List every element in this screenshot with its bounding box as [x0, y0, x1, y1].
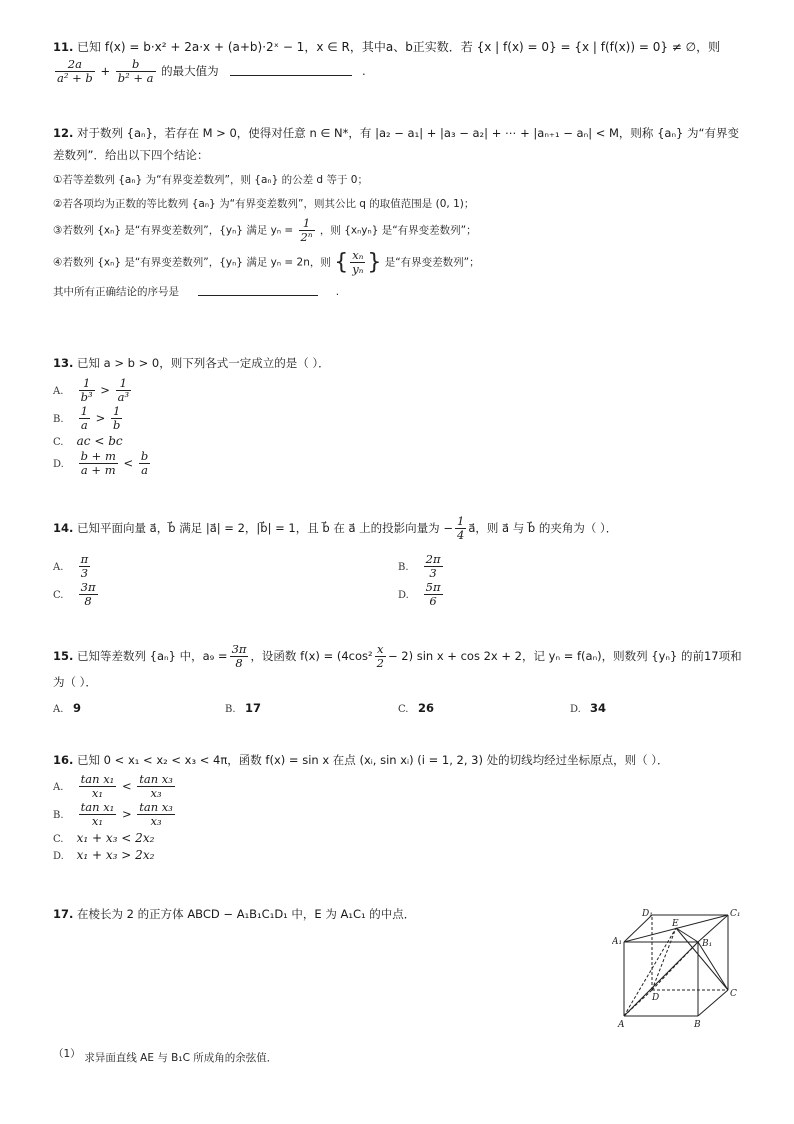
q16-option-d[interactable]: D. x₁ + x₃ > 2x₂ — [53, 848, 155, 862]
q17-part1-text: 求异面直线 AE 与 B₁C 所成角的余弦值． — [84, 1052, 278, 1064]
q14-option-c[interactable]: C. $\frac{3\pi}{8}$ — [53, 580, 96, 608]
q16-option-a[interactable]: A. $\frac{\text{tan x₁}}{\text{x₁}}$ < $\frac{\text{tan x₃}}{\text{x₃}}$ — [53, 772, 173, 800]
q12-number: 12. — [53, 126, 74, 140]
q13-stem: 已知 a > b > 0，则下列各式一定成立的是（ ）． — [77, 356, 330, 370]
q15-option-b[interactable]: B. 17 — [225, 701, 262, 715]
label-c: C — [730, 989, 737, 999]
q13-c-label: C. — [53, 437, 64, 448]
q16-option-c[interactable]: C. x₁ + x₃ < 2x₂ — [53, 831, 155, 845]
q11-frac1-den: a² + b — [57, 71, 93, 85]
q13-option-a[interactable]: A. $\frac{1}{\text{b³}}$ > $\frac{1}{\text{a³}}$ — [53, 376, 130, 404]
q15-line2: 为（ ）． — [53, 675, 97, 689]
q16-stem: 已知 0 < x₁ < x₂ < x₃ < 4π，函数 f(x) = sin x 在点 (xᵢ, sin xᵢ) (i = 1, 2, 3) 处的切线均经过坐标原点，则（ ）． — [77, 753, 669, 767]
label-c1: C₁ — [730, 909, 741, 919]
q15-number: 15. — [53, 649, 74, 663]
q13-option-b[interactable]: B. $\frac{1}{a}$ > $\frac{1}{b}$ — [53, 404, 121, 432]
q12-line1 — [53, 125, 754, 141]
q13-number: 13. — [53, 356, 74, 370]
label-d1: D₁ — [642, 909, 653, 919]
label-a1: A₁ — [612, 937, 623, 947]
q12-ask-line — [53, 284, 754, 299]
segment-b1-c — [698, 942, 728, 990]
q13-stem-line — [53, 355, 754, 371]
q13-option-c[interactable]: C. ac < bc — [53, 434, 123, 448]
q11-line2 — [53, 58, 754, 85]
q12-end: . — [335, 286, 340, 298]
question-13 — [53, 355, 754, 477]
question-16 — [53, 752, 754, 862]
q12-c4-b: 是“有界变差数列”； — [384, 256, 480, 269]
q17-stem: 在棱长为 2 的正方体 ABCD − A₁B₁C₁D₁ 中，E 为 A₁C₁ 的中点． — [77, 907, 416, 921]
q12-c4-a: ④若数列 {xₙ} 是“有界变差数列”，{yₙ} 满足 yₙ = 2n，则 — [53, 256, 331, 269]
q11-frac1-num: 2a — [67, 57, 82, 71]
q12-stem-line1: 对于数列 {aₙ}，若存在 M > 0，使得对任意 n ∈ N*，有 |a₂ − a₁| + |a₃ − a₂| + ⋯ + |aₙ₊₁ − aₙ| < M，则称 {aₙ} 为“有界变 — [77, 126, 739, 140]
label-e: E — [672, 919, 679, 929]
q14-option-b[interactable]: B. $\frac{2\pi}{3}$ — [398, 552, 441, 580]
q17-part1-label: （1） — [53, 1048, 81, 1060]
q12-conclusion-3 — [53, 217, 754, 244]
q12-c3-a: ③若数列 {xₙ} 是“有界变差数列”，{yₙ} 满足 yₙ = — [53, 224, 294, 237]
q12-c3-frac — [299, 217, 315, 244]
q14-stem-frac: $\frac{1}{4}$ — [456, 514, 465, 542]
q15-option-a[interactable]: A. 9 — [53, 701, 82, 715]
q11-frac2-num: b — [131, 57, 140, 71]
q16-number: 16. — [53, 753, 74, 767]
hidden-segment-d-b1 — [652, 942, 698, 990]
q12-c4-den: yₙ — [352, 262, 364, 276]
hidden-segment-d-e — [652, 928, 676, 990]
q13-b-label: B. — [53, 414, 64, 425]
label-b: B — [694, 1020, 701, 1030]
q12-c3-den: 2ⁿ — [300, 230, 313, 244]
q15-option-c[interactable]: C. 26 — [398, 701, 435, 715]
edge-b-c — [698, 990, 728, 1016]
q14-stem-b: a⃗，则 a⃗ 与 b⃗ 的夹角为（ ）． — [468, 521, 618, 535]
q13-d-label: D. — [53, 459, 64, 470]
q13-option-d[interactable]: D. $\frac{b + m}{a + m}$ < $\frac{b}{a}$ — [53, 449, 149, 477]
q12-c3-b: ，则 {xₙyₙ} 是“有界变差数列”； — [319, 224, 477, 237]
q11-plus: + — [100, 64, 111, 78]
q16-option-b[interactable]: B. $\frac{\text{tan x₁}}{\text{x₁}}$ > $\frac{\text{tan x₃}}{\text{x₃}}$ — [53, 800, 173, 828]
q11-frac2 — [116, 58, 156, 85]
question-12 — [53, 125, 754, 299]
segment-e-c — [676, 928, 728, 990]
q11-frac1 — [55, 58, 95, 85]
q14-stem-a: 已知平面向量 a⃗，b⃗ 满足 |a⃗| = 2，|b⃗| = 1，且 b⃗ 在 a⃗ 上的投影向量为 − — [77, 521, 453, 535]
hidden-edge-a-d — [624, 990, 652, 1016]
q17-number: 17. — [53, 907, 74, 921]
q11-stem: 已知 f(x) = b·x² + 2a·x + (a+b)·2ˣ − 1，x ∈ R，其中a、b正实数．若 {x | f(x) = 0} = {x | f(f(x)) = 0} ≠ ∅，则 — [77, 40, 721, 54]
q11-number: 11. — [53, 40, 74, 54]
q13-a-label: A. — [53, 386, 64, 397]
q17-part1 — [53, 1046, 277, 1065]
q14-option-d[interactable]: D. $\frac{5\pi}{6}$ — [398, 580, 441, 608]
q11-frac2-den: b² + a — [117, 71, 154, 85]
q11-line1 — [53, 38, 754, 55]
q11-tail: 的最大值为 — [161, 64, 219, 78]
q12-conclusion-2: ②若各项均为正数的等比数列 {aₙ} 为“有界变差数列”，则其公比 q 的取值范围是 (0, 1)； — [53, 198, 475, 210]
label-d: D — [652, 993, 660, 1003]
question-15 — [53, 642, 754, 715]
q12-line2: 差数列”．给出以下四个结论： — [53, 148, 209, 162]
label-a: A — [618, 1020, 625, 1030]
question-14 — [53, 514, 754, 608]
question-11 — [53, 38, 754, 85]
q12-c4-frac — [350, 249, 365, 276]
q12-conclusion-1: ①若等差数列 {aₙ} 为“有界变差数列”，则 {aₙ} 的公差 d 等于 0； — [53, 174, 368, 186]
q14-option-a[interactable]: A. $\frac{\pi}{3}$ — [53, 552, 89, 580]
q11-answer-blank[interactable] — [230, 75, 352, 76]
q12-ask: 其中所有正确结论的序号是 — [53, 286, 179, 298]
cube-figure — [612, 906, 742, 1031]
q16-stem-line — [53, 752, 754, 768]
q15-stem-line: 15. 已知等差数列 {aₙ} 中，a₉ = $\frac{3\pi}{8}$ ，设函数 f(x) = (4cos² $\frac{x}{2}$ − 2) sin x + cos 2x + 2，记 yₙ = f(aₙ)，则数列 {yₙ} 的前17项和 — [53, 642, 742, 670]
segment-e-b1 — [676, 928, 698, 942]
q12-c3-num: 1 — [302, 216, 311, 230]
label-b1: B₁ — [702, 939, 713, 949]
q15-option-d[interactable]: D. 34 — [570, 701, 607, 715]
q14-stem-line — [53, 515, 754, 542]
q12-conclusion-4: ④若数列 {xₙ} 是“有界变差数列”，{yₙ} 满足 yₙ = 2n，则 { $\frac{\text{xₙ}}{\text{yₙ}}$ } 是“有界变差数列”； — [53, 248, 480, 276]
q12-answer-blank[interactable] — [198, 295, 318, 296]
q12-c4-num: xₙ — [352, 248, 364, 262]
q14-number: 14. — [53, 521, 74, 535]
q11-end: . — [361, 64, 366, 78]
